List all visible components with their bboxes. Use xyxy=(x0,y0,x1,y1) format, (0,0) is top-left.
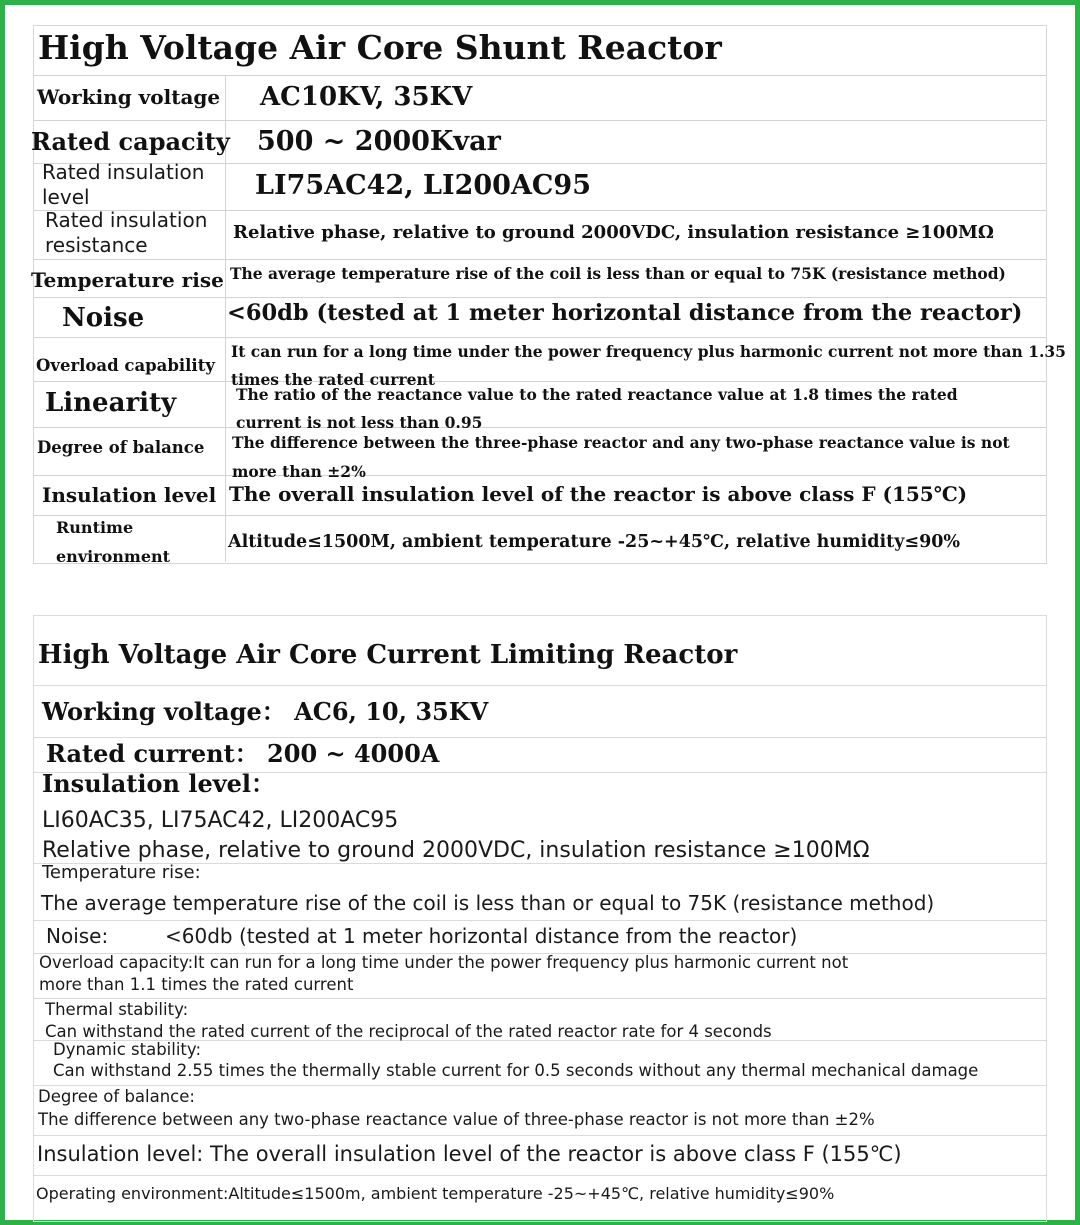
row-divider xyxy=(33,259,1046,260)
shunt-label-runtime-environment: Runtime environment xyxy=(56,518,171,566)
shunt-label-working-voltage: Working voltage xyxy=(37,85,221,109)
limiting-noise-value: <60db (tested at 1 meter horizontal distance from the reactor) xyxy=(165,924,798,948)
shunt-value-degree-of-balance: The difference between the three-phase reactor and any two-phase reactance value is not more than ±2% xyxy=(232,433,1010,481)
shunt-value-runtime-environment: Altitude≤1500M, ambient temperature -25~+45℃, relative humidity≤90% xyxy=(228,532,961,552)
limiting-thermal-value: Can withstand the rated current of the reciprocal of the rated reactor rate for 4 seconds xyxy=(45,1022,772,1041)
limiting-temperature-rise-value: The average temperature rise of the coil is less than or equal to 75K (resistance method) xyxy=(41,891,935,915)
limiting-insulation-level-value: LI60AC35, LI75AC42, LI200AC95 xyxy=(42,808,399,833)
limiting-insulation-class: Insulation level: The overall insulation level of the reactor is above class F (155℃) xyxy=(37,1142,902,1166)
limiting-overload-line2: more than 1.1 times the rated current xyxy=(39,975,354,994)
row-divider xyxy=(33,685,1046,686)
limiting-insulation-resistance: Relative phase, relative to ground 2000VDC, insulation resistance ≥100MΩ xyxy=(42,838,870,863)
row-divider xyxy=(33,75,1046,76)
shunt-label-rated-capacity: Rated capacity xyxy=(31,127,230,156)
row-divider xyxy=(33,1175,1046,1176)
limiting-dynamic-value: Can withstand 2.55 times the thermally stable current for 0.5 seconds without any thermal mechanical damage xyxy=(53,1061,979,1080)
limiting-temperature-rise-label: Temperature rise: xyxy=(42,862,201,883)
shunt-label-rated-insulation-level: Rated insulation level xyxy=(42,160,205,209)
limiting-balance-label: Degree of balance: xyxy=(38,1087,195,1106)
row-divider xyxy=(33,920,1046,921)
limiting-balance-value: The difference between any two-phase reactance value of three-phase reactor is not more than ±2% xyxy=(38,1110,875,1129)
shunt-label-linearity: Linearity xyxy=(45,388,177,418)
shunt-label-insulation-level: Insulation level xyxy=(42,483,217,507)
limiting-rated-current: Rated current： 200 ~ 4000A xyxy=(46,739,440,768)
shunt-value-linearity: The ratio of the reactance value to the rated reactance value at 1.8 times the rated current is not less than 0.95 xyxy=(236,385,958,432)
row-divider xyxy=(33,120,1046,121)
limiting-working-voltage: Working voltage： AC6, 10, 35KV xyxy=(42,697,489,726)
shunt-label-rated-insulation-resistance: Rated insulation resistance xyxy=(45,208,208,257)
limiting-overload-line1: Overload capacity:It can run for a long time under the power frequency plus harmonic current not xyxy=(39,953,849,972)
shunt-label-degree-of-balance: Degree of balance xyxy=(37,438,205,457)
limiting-insulation-level-label: Insulation level： xyxy=(42,769,276,798)
shunt-value-working-voltage: AC10KV, 35KV xyxy=(260,82,473,112)
row-divider xyxy=(33,737,1046,738)
shunt-title: High Voltage Air Core Shunt Reactor xyxy=(38,28,722,67)
shunt-label-overload-capability: Overload capability xyxy=(36,356,215,375)
shunt-value-insulation-level: The overall insulation level of the reactor is above class F (155℃) xyxy=(229,482,968,506)
row-divider xyxy=(33,998,1046,999)
shunt-label-temperature-rise: Temperature rise xyxy=(31,268,224,292)
limiting-operating-environment: Operating environment:Altitude≤1500m, ambient temperature -25~+45℃, relative humidity≤90% xyxy=(36,1184,835,1203)
row-divider xyxy=(33,297,1046,298)
shunt-value-overload-capability: It can run for a long time under the power frequency plus harmonic current not more than 1.35 times the rated current xyxy=(231,342,1066,389)
shunt-value-rated-insulation-resistance: Relative phase, relative to ground 2000VDC, insulation resistance ≥100MΩ xyxy=(233,222,994,243)
limiting-thermal-label: Thermal stability: xyxy=(45,1000,189,1019)
shunt-value-noise: <60db (tested at 1 meter horizontal distance from the reactor) xyxy=(227,300,1023,326)
shunt-label-noise: Noise xyxy=(62,303,145,333)
limiting-noise-label: Noise: xyxy=(46,924,109,948)
shunt-value-rated-capacity: 500 ~ 2000Kvar xyxy=(257,126,501,157)
row-divider xyxy=(33,1085,1046,1086)
shunt-value-rated-insulation-level: LI75AC42, LI200AC95 xyxy=(255,170,591,201)
row-divider xyxy=(33,1135,1046,1136)
limiting-title: High Voltage Air Core Current Limiting Reactor xyxy=(38,640,738,670)
limiting-dynamic-label: Dynamic stability: xyxy=(53,1040,202,1059)
shunt-value-temperature-rise: The average temperature rise of the coil is less than or equal to 75K (resistance method) xyxy=(230,264,1006,283)
